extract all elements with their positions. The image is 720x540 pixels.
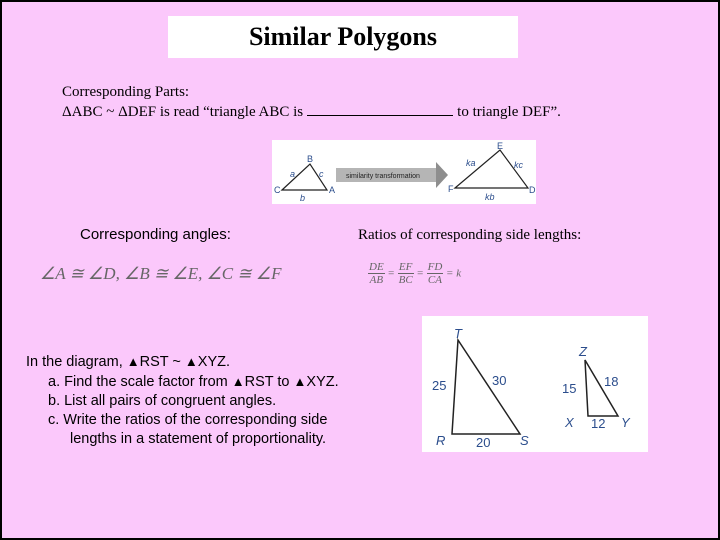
scale-factor-k: k (456, 267, 462, 280)
side-xy: 12 (591, 416, 606, 431)
side-ts: 30 (492, 373, 507, 388)
vertex-s: S (520, 433, 529, 448)
side-zy: 18 (604, 374, 619, 389)
slide (2, 2, 718, 538)
problem-statement (26, 352, 339, 449)
side-rt: 25 (432, 378, 447, 393)
sentence-after: to triangle DEF”. (457, 104, 561, 120)
side-rs: 20 (476, 435, 491, 450)
triangle-rst (452, 340, 520, 434)
vertex-z: Z (579, 344, 587, 359)
figure1-svg (272, 140, 536, 204)
figure2-svg (422, 316, 648, 452)
problem-part-c: c. Write the ratios of the corresponding side (48, 412, 328, 428)
corresponding-parts-heading: Corresponding Parts: (62, 84, 190, 100)
side-ratio-statement: $\frac{DE}{AB}$ = $\frac{EF}{BC}$ = $\frac{FD}{CA}$ = k (369, 261, 462, 286)
triangle-icon: ▲ (231, 374, 245, 389)
vertex-t: T (454, 326, 462, 341)
vertex-a: A (329, 185, 336, 195)
problem-part-b: b. List all pairs of congruent angles. (48, 393, 277, 409)
similarity-sentence (62, 103, 561, 121)
arrow-head-icon (436, 162, 448, 188)
ratio-ef-bc: $\frac{EF}{BC}$ (398, 261, 413, 286)
angle-congruence-statement: ∠A ≅ ∠D, ∠B ≅ ∠E, ∠C ≅ ∠F (40, 264, 282, 283)
ratio-de-ab: $\frac{DE}{AB}$ (369, 261, 384, 286)
ratios-heading: Ratios of corresponding side lengths: (358, 227, 582, 243)
side-a: a (290, 169, 296, 179)
vertex-x: X (565, 415, 574, 430)
side-kb: kb (485, 192, 495, 202)
side-ka: ka (466, 158, 476, 168)
sentence-before: ΔABC ~ ΔDEF is read “triangle ABC is (62, 104, 304, 120)
vertex-e: E (497, 141, 504, 151)
problem-line-1: In the diagram, ▲RST ~ ▲XYZ. (26, 354, 231, 370)
triangle-icon: ▲ (293, 374, 307, 389)
corresponding-angles-heading: Corresponding angles: (80, 226, 231, 243)
triangle-icon: ▲ (126, 354, 140, 369)
rst-xyz-figure (422, 316, 648, 452)
title-box (168, 16, 518, 58)
vertex-c: C (274, 185, 281, 195)
vertex-y: Y (621, 415, 630, 430)
slide-title: Similar Polygons (248, 22, 438, 51)
side-c: c (319, 169, 324, 179)
vertex-d: D (529, 185, 536, 195)
side-kc: kc (514, 160, 523, 170)
triangle-icon: ▲ (184, 354, 198, 369)
vertex-r: R (436, 433, 446, 448)
side-xz: 15 (562, 381, 577, 396)
vertex-b: B (307, 154, 314, 164)
ratio-fd-ca: $\frac{FD}{CA}$ (427, 261, 443, 286)
vertex-f: F (448, 184, 454, 194)
problem-part-c-cont: lengths in a statement of proportionality. (70, 431, 327, 447)
arrow-label: similarity transformation (346, 173, 420, 180)
similarity-transformation-figure (272, 140, 536, 204)
side-b: b (300, 193, 306, 203)
problem-part-a: a. Find the scale factor from ▲RST to ▲XYZ. (48, 374, 339, 390)
fill-in-blank (307, 103, 453, 116)
